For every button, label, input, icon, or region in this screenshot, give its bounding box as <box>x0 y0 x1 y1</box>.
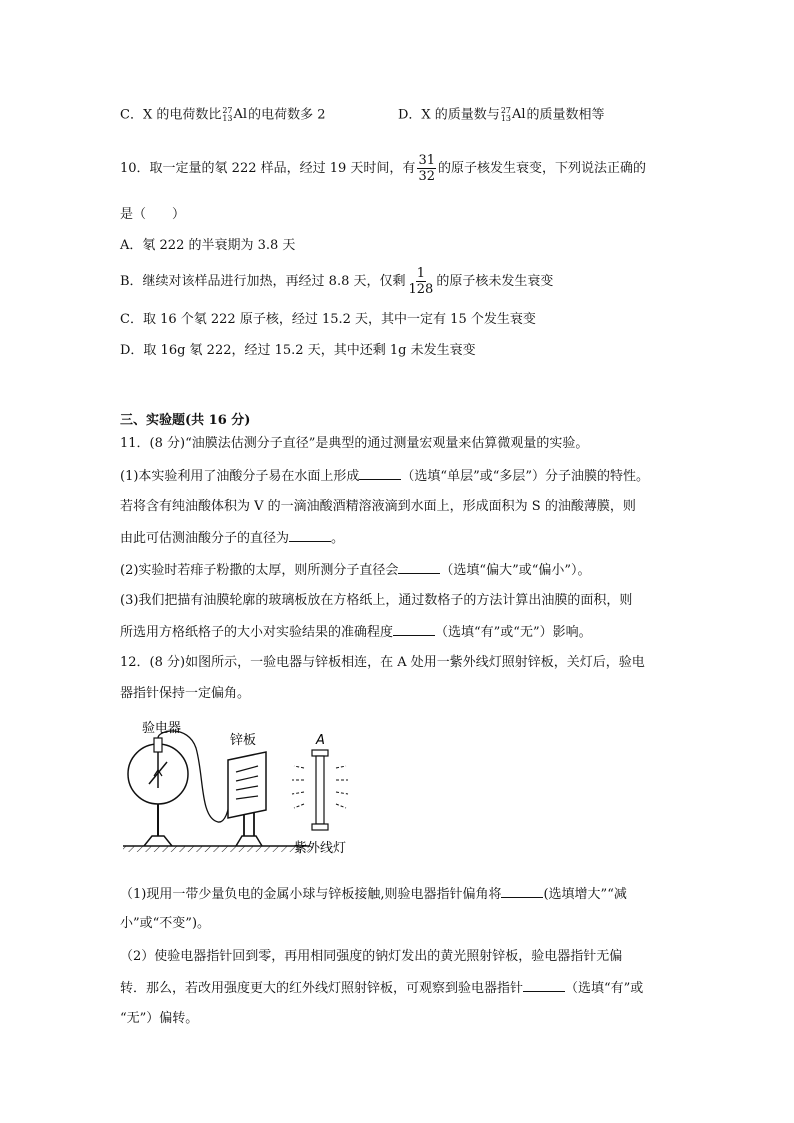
q10-stem-cont: 是（ ） <box>120 207 186 222</box>
lamp-a-label: A <box>316 733 325 748</box>
q12-part2: （2）使验电器指针回到零，再用相同强度的钠灯发出的黄光照射锌板，验电器指针无偏 <box>120 949 623 964</box>
answer-blank[interactable] <box>501 885 543 898</box>
uv-lamp-tube <box>316 756 324 824</box>
q11-stem: 11．(8 分)“油膜法估测分子直径”是典型的通过测量宏观量来估算微观量的实验。 <box>120 436 589 451</box>
q9-option-c-text-b: 的电荷数多 2 <box>248 107 326 123</box>
q9-option-c <box>120 106 325 125</box>
section-title: 三、实验题(共 16 分) <box>120 413 251 428</box>
q12-stem-cont: 器指针保持一定偏角。 <box>120 686 251 701</box>
connecting-wire <box>158 731 238 822</box>
electroscope-figure <box>118 718 378 868</box>
zinc-base <box>236 836 262 846</box>
answer-blank[interactable] <box>398 561 440 574</box>
q10-option-d: D．取 16g 氡 222，经过 15.2 天，其中还剩 1g 未发生衰变 <box>120 343 476 358</box>
uv-lamp-bottom <box>312 824 328 830</box>
q11-part1-end: 由此可估测油酸分子的直径为 。 <box>120 531 345 546</box>
electroscope-label: 验电器 <box>142 721 182 736</box>
q11-part3: (3)我们把描有油膜轮廓的玻璃板放在方格纸上，通过数格子的方法计算出油膜的面积，则 <box>120 593 633 608</box>
answer-blank[interactable] <box>359 467 401 480</box>
q12-part1-cont: 小”或“不变”)。 <box>120 916 211 931</box>
q9-option-c-text-a: C．X 的电荷数比 <box>120 107 222 123</box>
q10-stem: 10．取一定量的氡 222 样品，经过 19 天时间，有 $\frac{31}{32}$ 的原子核发生衰变，下列说法正确的 <box>120 153 646 184</box>
uv-lamp-label: 紫外线灯 <box>294 841 347 856</box>
aluminum-nuclide: 27 13 Al <box>500 106 526 123</box>
uv-lamp-top <box>312 750 328 756</box>
answer-blank[interactable] <box>289 529 331 542</box>
q10-option-c: C．取 16 个氡 222 原子核，经过 15.2 天，其中一定有 15 个发生衰变 <box>120 312 536 327</box>
electroscope-base <box>144 836 172 846</box>
fraction-31-32: $\frac{31}{32}$ <box>418 153 435 184</box>
q11-part1: (1)本实验利用了油酸分子易在水面上形成 （选填“单层”或“多层”）分子油膜的特性。 <box>120 469 650 484</box>
fraction-1-128: $\frac{1}{128}$ <box>408 266 434 297</box>
q12-part2-end: “无”）偏转。 <box>120 1011 199 1026</box>
q11-part2: (2)实验时若痱子粉撒的太厚，则所测分子直径会 （选填“偏大”或“偏小”）。 <box>120 563 591 578</box>
q10-option-b: B．继续对该样品进行加热，再经过 8.8 天，仅剩 $\frac{1}{128}$ 的原子核未发生衰变 <box>120 266 554 297</box>
q11-part3-cont: 所选用方格纸格子的大小对实验结果的准确程度 （选填“有”或“无”）影响。 <box>120 625 592 640</box>
q12-stem: 12．(8 分)如图所示，一验电器与锌板相连，在 A 处用一紫外线灯照射锌板，关灯后，验电 <box>120 655 645 670</box>
zinc-plate <box>228 752 266 818</box>
q9-option-d <box>398 106 605 125</box>
q12-part2-cont: 转．那么，若改用强度更大的红外线灯照射锌板，可观察到验电器指针 （选填“有”或 <box>120 981 644 996</box>
q12-part1: （1)现用一带少量负电的金属小球与锌板接触,则验电器指针偏角将 (选填增大”“减 <box>120 887 627 902</box>
q9-option-d-text-a: D．X 的质量数与 <box>398 107 500 123</box>
ground-hatch <box>123 846 310 852</box>
aluminum-nuclide: 27 13 Al <box>222 106 248 123</box>
answer-blank[interactable] <box>393 623 435 636</box>
q10-option-a: A．氡 222 的半衰期为 3.8 天 <box>120 238 296 253</box>
zinc-plate-label: 锌板 <box>230 733 257 748</box>
q11-part1-cont: 若将含有纯油酸体积为 V 的一滴油酸酒精溶液滴到水面上，形成面积为 S 的油酸薄膜，则 <box>120 499 636 514</box>
answer-blank[interactable] <box>523 979 565 992</box>
q9-option-d-text-b: 的质量数相等 <box>526 107 605 123</box>
electroscope-insulator <box>154 738 162 752</box>
